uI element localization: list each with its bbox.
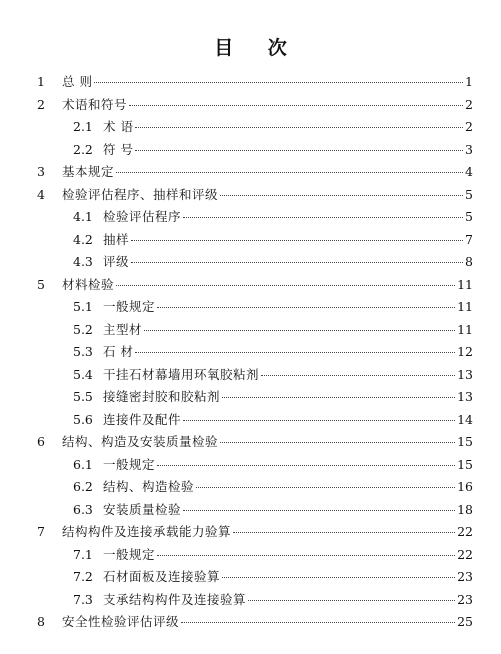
toc-entry-page: 13 <box>457 366 473 382</box>
toc-entry-title: 术 语 <box>103 119 134 134</box>
toc-entry[interactable] <box>0 71 501 94</box>
toc-entry-number: 5.2 <box>73 321 93 337</box>
toc-entry-number: 4.1 <box>73 209 93 224</box>
toc-entry-number: 7.2 <box>73 569 93 584</box>
toc-entry-title: 检验评估程序 <box>103 209 182 224</box>
toc-entry-title: 材料检验 <box>62 276 115 292</box>
toc-entry-number: 5.4 <box>73 366 93 382</box>
toc-entry-title: 基本规定 <box>62 164 115 179</box>
toc-entry-title: 支承结构构件及连接验算 <box>103 591 247 607</box>
dot-leader <box>135 149 463 151</box>
toc-entry[interactable] <box>0 274 501 297</box>
toc-entry[interactable] <box>0 184 501 207</box>
toc-entry[interactable] <box>0 206 501 229</box>
toc-entry-number: 2 <box>37 96 45 112</box>
toc-entry-page: 4 <box>465 164 473 179</box>
toc-entry-number: 5.3 <box>73 344 93 359</box>
toc-entry-title: 石 材 <box>103 344 134 359</box>
toc-entry-number: 1 <box>37 74 45 89</box>
toc-entry-number: 4 <box>37 186 45 202</box>
dot-leader <box>116 284 455 286</box>
toc-entry-number: 2.1 <box>73 119 93 134</box>
dot-leader <box>183 509 455 511</box>
toc-entry-title: 安全性检验评估评级 <box>62 614 180 629</box>
toc-entry[interactable] <box>0 454 501 477</box>
toc-entry[interactable] <box>0 386 501 409</box>
toc-entry-page: 23 <box>457 569 473 584</box>
toc-entry-page: 2 <box>465 96 473 112</box>
toc-entry-page: 11 <box>457 299 473 314</box>
toc-entry-page: 13 <box>457 389 473 404</box>
toc-entry-number: 8 <box>37 614 45 629</box>
toc-entry[interactable] <box>0 251 501 274</box>
toc-entry-title: 结构、构造检验 <box>103 479 195 494</box>
toc-entry-title: 一般规定 <box>103 456 156 472</box>
toc-entry-page: 5 <box>465 209 473 224</box>
dot-leader <box>233 531 455 533</box>
toc-entry[interactable] <box>0 566 501 589</box>
toc-entry[interactable] <box>0 296 501 319</box>
toc-entry-number: 4.3 <box>73 254 93 269</box>
dot-leader <box>222 576 455 578</box>
dot-leader <box>181 621 455 623</box>
toc-entry-title: 检验评估程序、抽样和评级 <box>62 186 219 202</box>
dot-leader <box>261 374 455 376</box>
toc-entry-number: 6.3 <box>73 501 93 517</box>
toc-entry[interactable] <box>0 139 501 162</box>
toc-entry[interactable] <box>0 341 501 364</box>
toc-entry-page: 23 <box>457 591 473 607</box>
toc-entry-page: 15 <box>457 434 473 449</box>
dot-leader <box>135 351 455 353</box>
toc-entry[interactable] <box>0 409 501 432</box>
dot-leader <box>131 239 463 241</box>
toc-entry[interactable] <box>0 319 501 342</box>
dot-leader <box>220 194 463 196</box>
toc-entry-page: 8 <box>465 254 473 269</box>
toc-entry-number: 7.1 <box>73 546 93 562</box>
toc-entry-title: 连接件及配件 <box>103 411 182 427</box>
toc-entry-page: 2 <box>465 119 473 134</box>
toc-entry-page: 18 <box>457 501 473 517</box>
toc-entry-number: 4.2 <box>73 231 93 247</box>
toc-entry-number: 5.5 <box>73 389 93 404</box>
toc-entry-page: 25 <box>457 614 473 629</box>
toc-entry-number: 6.2 <box>73 479 93 494</box>
toc-entry-number: 7.3 <box>73 591 93 607</box>
toc-entry-page: 11 <box>457 276 473 292</box>
dot-leader <box>157 306 455 308</box>
dot-leader <box>196 486 455 488</box>
toc-entry-number: 5.1 <box>73 299 93 314</box>
toc-entry-title: 术语和符号 <box>62 96 128 112</box>
dot-leader <box>131 261 463 263</box>
toc-entry[interactable] <box>0 521 501 544</box>
toc-entry-page: 3 <box>465 141 473 157</box>
toc-entry[interactable] <box>0 229 501 252</box>
toc-entry-page: 1 <box>465 74 473 89</box>
toc-entry-title: 干挂石材幕墙用环氧胶粘剂 <box>103 366 260 382</box>
dot-leader <box>116 171 463 173</box>
toc-entry-title: 主型材 <box>103 321 143 337</box>
toc-entry[interactable] <box>0 161 501 184</box>
toc-entry-page: 5 <box>465 186 473 202</box>
toc-entry-number: 7 <box>37 524 45 539</box>
dot-leader <box>248 599 455 601</box>
dot-leader <box>129 104 463 106</box>
toc-entry-page: 7 <box>465 231 473 247</box>
toc-entry[interactable] <box>0 94 501 117</box>
toc-entry[interactable] <box>0 499 501 522</box>
toc-entry-number: 5 <box>37 276 45 292</box>
dot-leader <box>183 419 455 421</box>
dot-leader <box>144 329 455 331</box>
toc-entry[interactable] <box>0 364 501 387</box>
toc-entry-page: 22 <box>457 546 473 562</box>
toc-entry-page: 16 <box>457 479 473 494</box>
toc-entry-number: 5.6 <box>73 411 93 427</box>
toc-entry[interactable] <box>0 544 501 567</box>
toc-entry-title: 石材面板及连接验算 <box>103 569 221 584</box>
toc-entry-title: 一般规定 <box>103 546 156 562</box>
toc-entry-title: 一般规定 <box>103 299 156 314</box>
toc-entry-title: 符 号 <box>103 141 134 157</box>
dot-leader <box>157 464 455 466</box>
toc-entry[interactable] <box>0 431 501 454</box>
page-title: 目 次 <box>214 36 301 59</box>
toc-entry-title: 结构构件及连接承载能力验算 <box>62 524 232 539</box>
dot-leader <box>135 126 463 128</box>
toc-entry-page: 12 <box>457 344 473 359</box>
toc-entry-page: 15 <box>457 456 473 472</box>
toc-entry-title: 结构、构造及安装质量检验 <box>62 434 219 449</box>
toc-entry[interactable] <box>0 476 501 499</box>
table-of-contents <box>0 71 501 634</box>
toc-entry[interactable] <box>0 589 501 612</box>
toc-entry-number: 2.2 <box>73 141 93 157</box>
toc-entry[interactable] <box>0 116 501 139</box>
toc-entry-number: 6 <box>37 434 45 449</box>
dot-leader <box>157 554 455 556</box>
toc-entry-number: 3 <box>37 164 45 179</box>
toc-entry-page: 11 <box>457 321 473 337</box>
toc-entry-page: 22 <box>457 524 473 539</box>
toc-entry[interactable] <box>0 611 501 634</box>
dot-leader <box>222 396 455 398</box>
toc-entry-title: 总 则 <box>62 74 93 89</box>
toc-entry-page: 14 <box>457 411 473 427</box>
toc-entry-number: 6.1 <box>73 456 93 472</box>
dot-leader <box>183 216 463 218</box>
toc-entry-title: 接缝密封胶和胶粘剂 <box>103 389 221 404</box>
toc-entry-title: 抽样 <box>103 231 130 247</box>
toc-entry-title: 评级 <box>103 254 130 269</box>
toc-entry-title: 安装质量检验 <box>103 501 182 517</box>
dot-leader <box>94 81 463 83</box>
dot-leader <box>220 441 455 443</box>
